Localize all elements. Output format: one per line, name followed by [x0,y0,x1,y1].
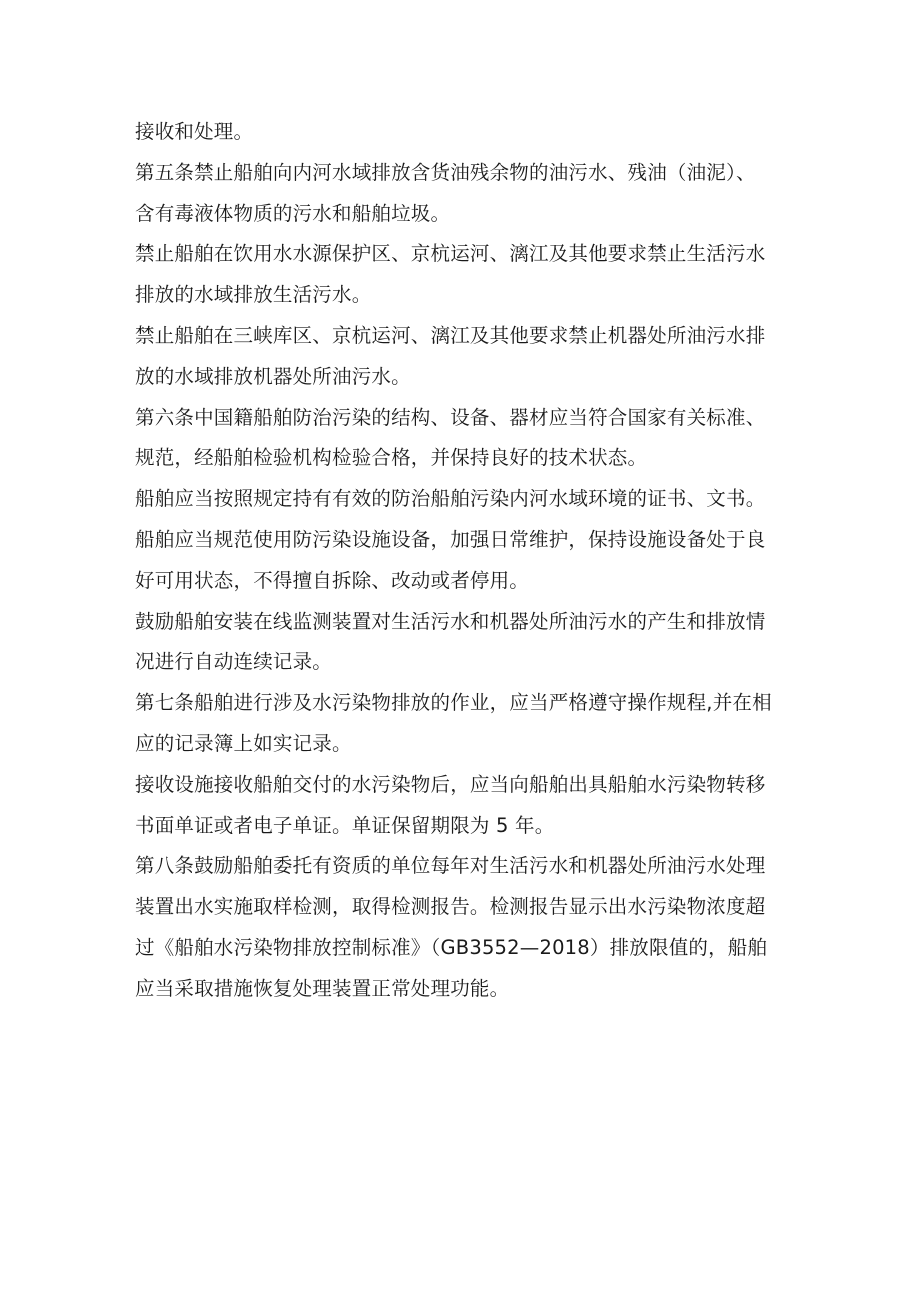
text-line: 船舶应当按照规定持有有效的防治船舶污染内河水域环境的证书、文书。 [135,487,766,511]
text-line: 第五条禁止船舶向内河水域排放含货油残余物的油污水、残油（油泥）、 [135,160,756,184]
body-text [135,112,795,1010]
text-line: 船舶应当规范使用防污染设施设备，加强日常维护，保持设施设备处于良 [135,527,766,551]
text-line: 过《船舶水污染物排放控制标准》（GB3552—2018）排放限值的，船舶 [135,935,768,959]
text-line: 好可用状态，不得擅自拆除、改动或者停用。 [135,568,530,592]
text-line: 书面单证或者电子单证。单证保留期限为 5 年。 [135,813,555,837]
text-line: 禁止船舶在饮用水水源保护区、京杭运河、漓江及其他要求禁止生活污水 [135,242,766,266]
text-line: 第六条中国籍船舶防治污染的结构、设备、器材应当符合国家有关标准、 [135,405,766,429]
text-line: 禁止船舶在三峡库区、京杭运河、漓江及其他要求禁止机器处所油污水排 [135,323,766,347]
text-line: 鼓励船舶安装在线监测装置对生活污水和机器处所油污水的产生和排放情 [135,609,766,633]
text-line: 装置出水实施取样检测，取得检测报告。检测报告显示出水污染物浓度超 [135,895,766,919]
text-line: 放的水域排放机器处所油污水。 [135,364,411,388]
text-line: 接收设施接收船舶交付的水污染物后，应当向船舶出具船舶水污染物转移 [135,772,766,796]
text-line: 第八条鼓励船舶委托有资质的单位每年对生活污水和机器处所油污水处理 [135,854,766,878]
text-line: 应当采取措施恢复处理装置正常处理功能。 [135,976,510,1000]
text-line: 规范，经船舶检验机构检验合格，并保持良好的技术状态。 [135,446,648,470]
text-line: 排放的水域排放生活污水。 [135,283,372,307]
text-line: 接收和处理。 [135,120,254,143]
text-line: 含有毒液体物质的污水和船舶垃圾。 [135,201,451,225]
text-line: 第七条船舶进行涉及水污染物排放的作业，应当严格遵守操作规程,并在相 [135,691,772,715]
text-line: 况进行自动连续记录。 [135,650,333,674]
text-line: 应的记录簿上如实记录。 [135,731,352,755]
